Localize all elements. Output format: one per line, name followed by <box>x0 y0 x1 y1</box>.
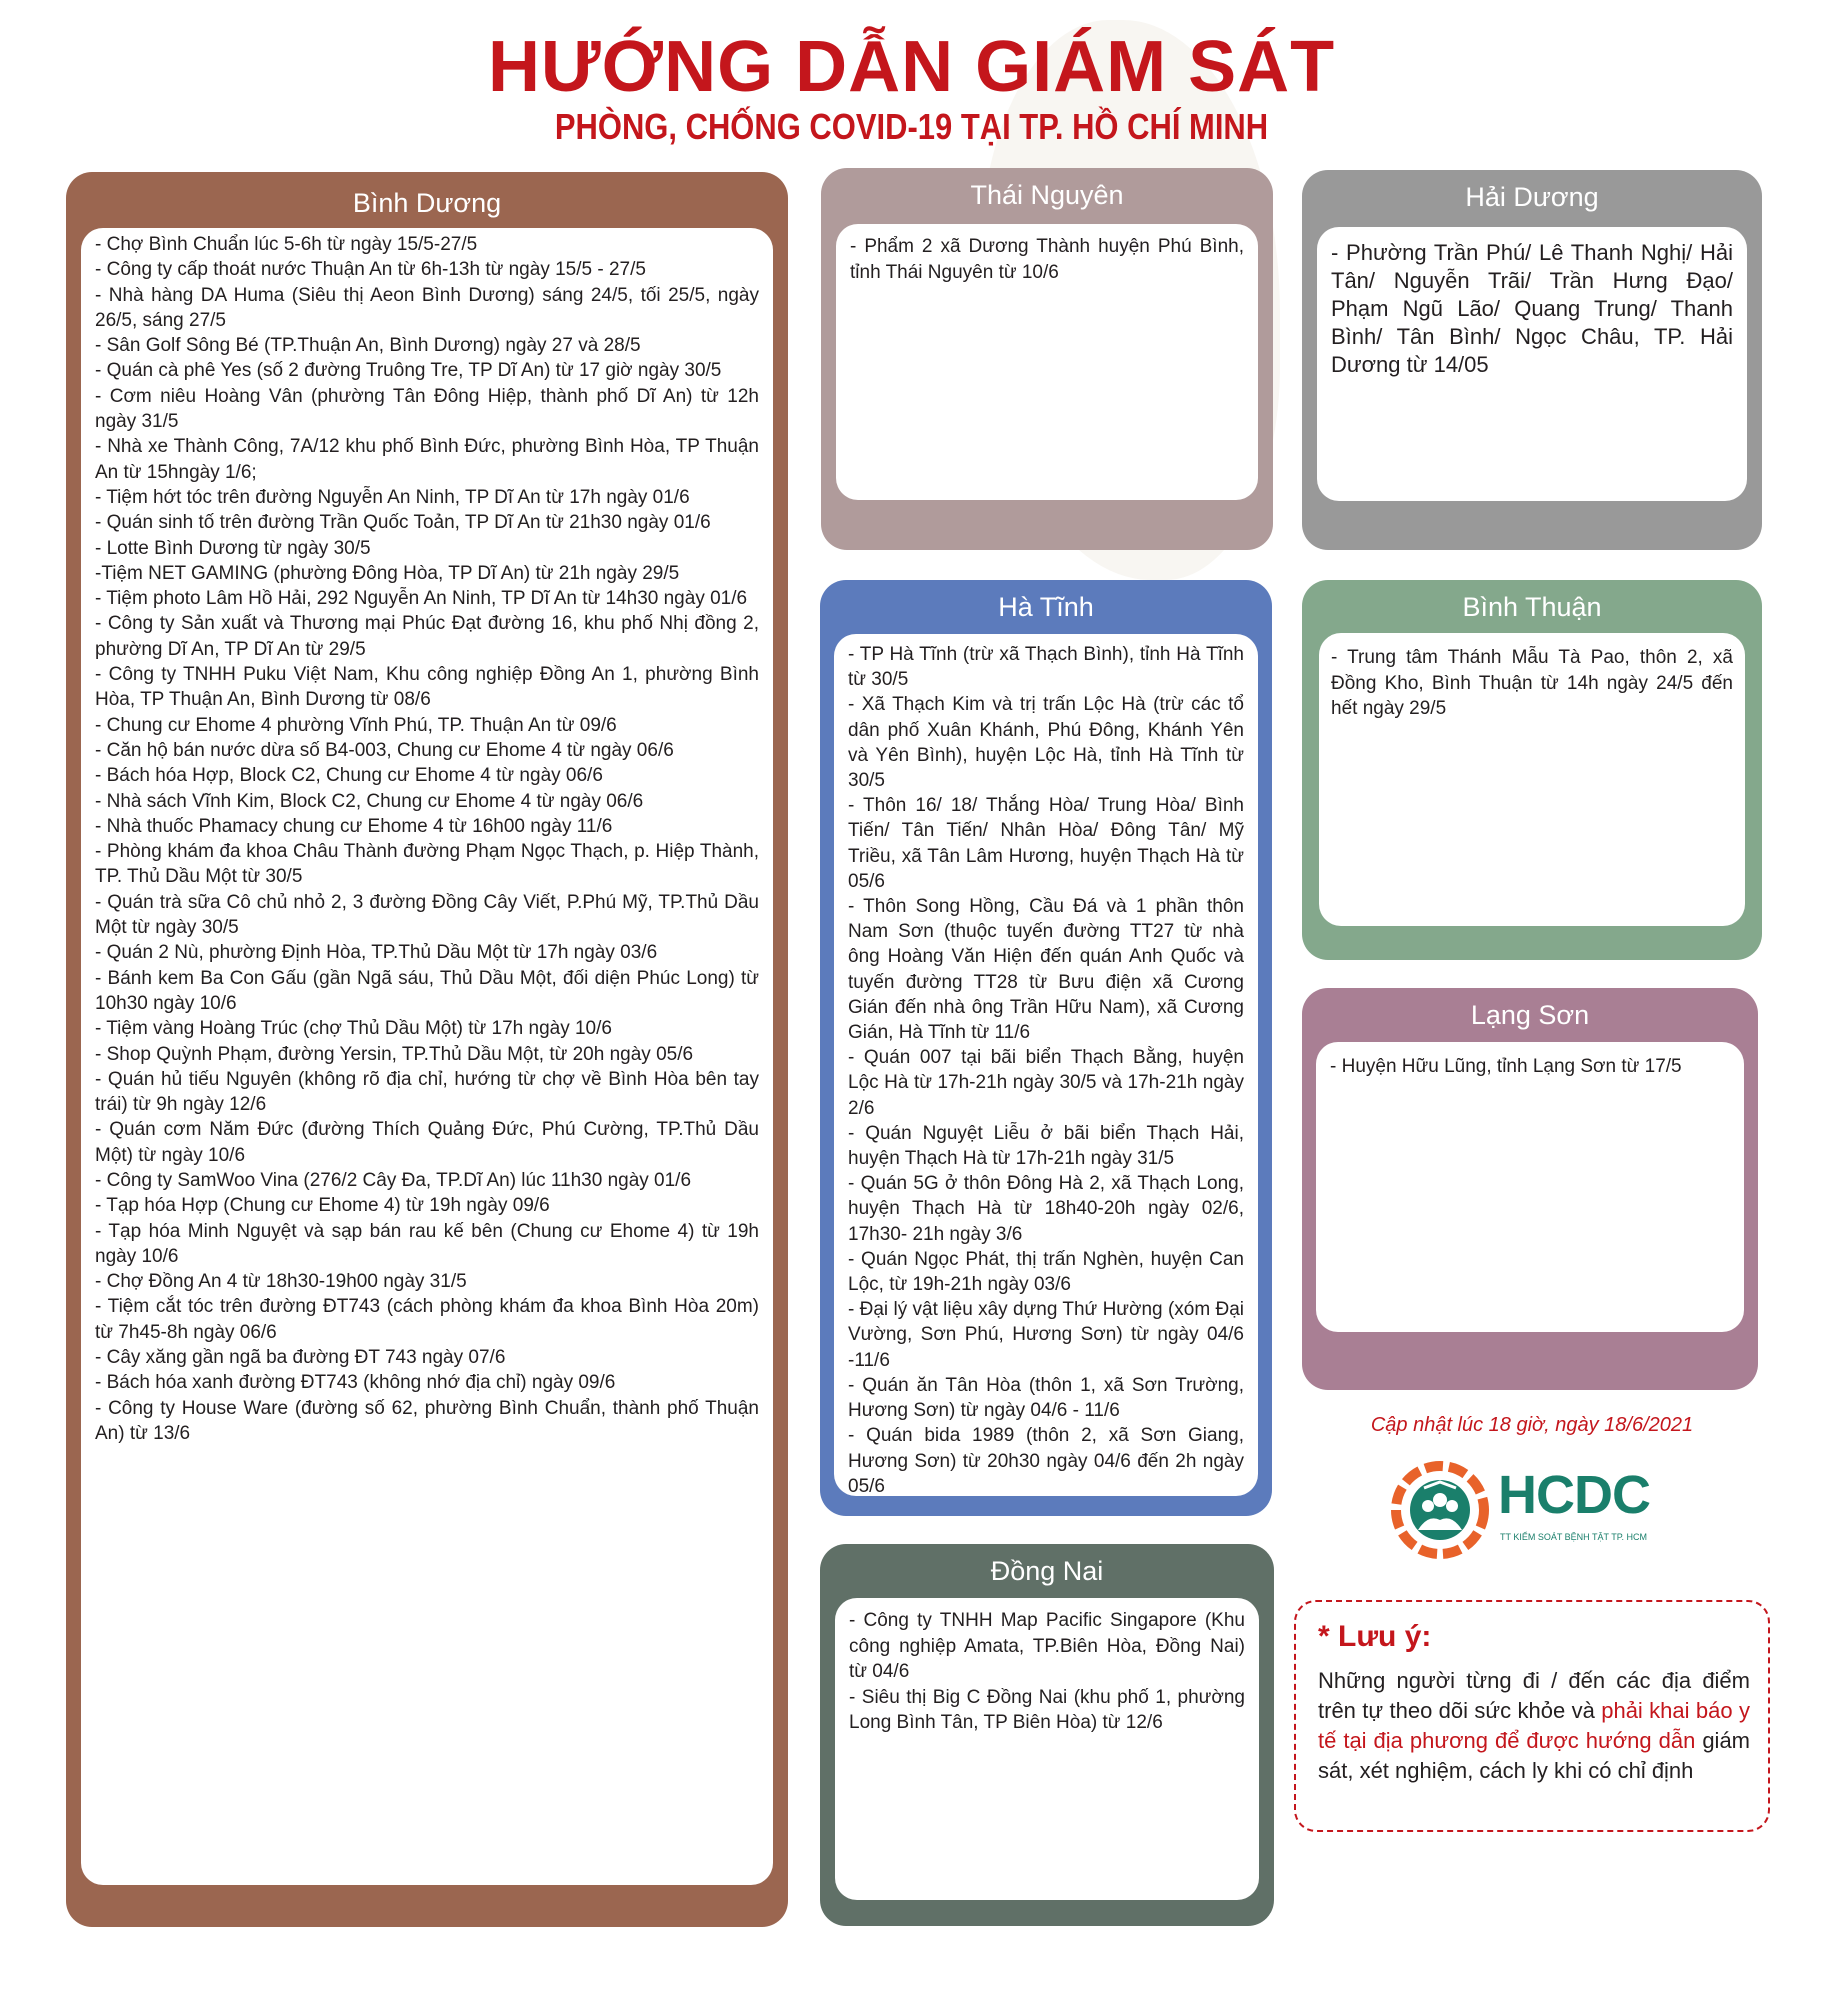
card-body-hai-duong <box>1317 227 1747 501</box>
list-item: - Nhà thuốc Phamacy chung cư Ehome 4 từ 16h00 ngày 11/6 <box>95 815 613 837</box>
list-item: - Thôn 16/ 18/ Thắng Hòa/ Trung Hòa/ Bình Tiến/ Tân Tiến/ Nhân Hòa/ Đông Tân/ Mỹ Triều, xã Tân Lâm Hương, huyện Thạch Hà từ 05/6 <box>848 795 1244 892</box>
card-body-binh-duong <box>81 228 773 1885</box>
list-item: - Quán 2 Nù, phường Định Hòa, TP.Thủ Dầu Một từ 17h ngày 03/6 <box>95 942 658 964</box>
list-item: - Nhà xe Thành Công, 7A/12 khu phố Bình Đức, phường Bình Hòa, TP Thuận An từ 15hngày 1/6; <box>95 436 759 483</box>
list-item: - Quán 5G ở thôn Đông Hà 2, xã Thạch Long, huyện Thạch Hà từ 18h40-20h ngày 02/6, 17h30- 21h ngày 3/6 <box>848 1173 1244 1245</box>
list-item: - Công ty SamWoo Vina (276/2 Cây Đa, TP.Dĩ An) lúc 11h30 ngày 01/6 <box>95 1169 692 1191</box>
card-title-lang-son: Lạng Sơn <box>1470 1000 1590 1030</box>
list-item: - Chung cư Ehome 4 phường Vĩnh Phú, TP. Thuận An từ 09/6 <box>95 714 617 736</box>
location-list <box>850 234 1244 286</box>
list-item: - Bách hóa Hợp, Block C2, Chung cư Ehome 4 từ ngày 06/6 <box>95 765 603 787</box>
card-body-dong-nai <box>835 1598 1259 1900</box>
list-item: - Chợ Bình Chuẩn lúc 5-6h từ ngày 15/5-27/5 <box>95 234 478 255</box>
card-binh-thuan <box>1302 580 1762 960</box>
card-title-ha-tinh: Hà Tĩnh <box>998 592 1094 622</box>
list-item: - Quán ăn Tân Hòa (thôn 1, xã Sơn Trường, Hương Sơn) từ ngày 04/6 - 11/6 <box>848 1374 1244 1422</box>
list-item: - TP Hà Tĩnh (trừ xã Thạch Bình), tỉnh Hà Tĩnh từ 30/5 <box>848 644 1244 691</box>
list-item: - Công ty TNHH Puku Việt Nam, Khu công nghiệp Đồng An 1, phường Bình Hòa, TP Thuận An, Bình Dương từ 08/6 <box>95 664 759 711</box>
list-item: - Tiệm vàng Hoàng Trúc (chợ Thủ Dầu Một) từ 17h ngày 10/6 <box>95 1018 612 1040</box>
note-title: * Lưu ý: <box>1318 1620 1432 1653</box>
list-item: - Tiệm photo Lâm Hồ Hải, 292 Nguyễn An Ninh, TP Dĩ An từ 14h30 ngày 01/6 <box>95 588 748 610</box>
list-item: - Đại lý vật liệu xây dựng Thứ Hường (xóm Đại Vường, Sơn Phú, Hương Sơn) từ ngày 04/6 -11/6 <box>848 1299 1244 1371</box>
card-dong-nai <box>820 1544 1274 1926</box>
list-item: - Tạp hóa Minh Nguyệt và sạp bán rau kế bên (Chung cư Ehome 4) từ 19h ngày 10/6 <box>95 1220 759 1267</box>
location-list <box>95 232 759 1446</box>
list-item: - Cơm niêu Hoàng Vân (phường Tân Đông Hiệp, thành phố Dĩ An) từ 12h ngày 31/5 <box>95 385 759 433</box>
location-list <box>1331 239 1733 379</box>
list-item: - Lotte Bình Dương từ ngày 30/5 <box>95 537 371 559</box>
page-subtitle: PHÒNG, CHỐNG COVID-19 TẠI TP. HỒ CHÍ MINH <box>554 106 1269 147</box>
list-item: - Quán 007 tại bãi biển Thạch Bằng, huyện Lộc Hà từ 17h-21h ngày 30/5 và 17h-21h ngày 2/6 <box>848 1047 1244 1119</box>
list-item: - Cây xăng gần ngã ba đường ĐT 743 ngày 07/6 <box>95 1347 506 1369</box>
list-item: - Quán trà sữa Cô chủ nhỏ 2, 3 đường Đồng Cây Viết, P.Phú Mỹ, TP.Thủ Dầu Một từ ngày 30/5 <box>95 891 759 939</box>
card-body-binh-thuan <box>1319 633 1745 926</box>
list-item: - Tiệm hớt tóc trên đường Nguyễn An Ninh, TP Dĩ An từ 17h ngày 01/6 <box>95 486 690 508</box>
hcdc-logo <box>1390 1460 1690 1580</box>
list-item: - Quán cơm Năm Đức (đường Thích Quảng Đức, Phú Cường, TP.Thủ Dầu Một) từ ngày 10/6 <box>95 1119 759 1166</box>
list-item: - Bánh kem Ba Con Gấu (gần Ngã sáu, Thủ Dầu Một, đối diện Phúc Long) từ 10h30 ngày 10/6 <box>95 967 759 1014</box>
card-body-lang-son <box>1316 1042 1744 1332</box>
list-item: - Quán hủ tiếu Nguyên (không rõ địa chỉ, hướng từ chợ về Bình Hòa bên tay trái) từ 9h ngày 12/6 <box>95 1068 759 1116</box>
list-item: - Quán Nguyệt Liễu ở bãi biển Thạch Hải, huyện Thạch Hà từ 17h-21h ngày 31/5 <box>848 1122 1244 1170</box>
note-box <box>1294 1600 1770 1832</box>
hcdc-emblem-icon <box>1390 1460 1490 1560</box>
card-lang-son <box>1302 988 1758 1390</box>
list-item: - Quán bida 1989 (thôn 2, xã Sơn Giang, Hương Sơn) từ 20h30 ngày 04/6 đến 2h ngày 05/6 <box>848 1425 1244 1496</box>
note-text <box>1318 1666 1750 1786</box>
card-body-ha-tinh <box>834 634 1258 1496</box>
list-item: - Huyện Hữu Lũng, tỉnh Lạng Sơn từ 17/5 <box>1330 1056 1682 1077</box>
list-item: - Tiệm cắt tóc trên đường ĐT743 (cách phòng khám đa khoa Bình Hòa 20m) từ 7h45-8h ngày 06/6 <box>95 1296 759 1343</box>
note-text-highlight: phải khai báo y tế tại địa phương để được hướng dẫn <box>1318 1698 1750 1753</box>
list-item: - Công ty Sản xuất và Thương mại Phúc Đạt đường 16, khu phố Nhị đồng 2, phường Dĩ An, TP Dĩ An từ 29/5 <box>95 613 759 660</box>
list-item: - Nhà sách Vĩnh Kim, Block C2, Chung cư Ehome 4 từ ngày 06/6 <box>95 790 644 812</box>
card-title-dong-nai: Đồng Nai <box>990 1556 1104 1586</box>
card-title-thai-nguyen: Thái Nguyên <box>970 180 1124 210</box>
list-item: - Bách hóa xanh đường ĐT743 (không nhớ địa chỉ) ngày 09/6 <box>95 1372 616 1394</box>
list-item: - Xã Thạch Kim và trị trấn Lộc Hà (trừ các tổ dân phố Xuân Khánh, Phú Đông, Khánh Yên và Yên Bình), huyện Lộc Hà, tỉnh Hà Tĩnh từ 30/5 <box>848 694 1244 792</box>
list-item: - Phường Trần Phú/ Lê Thanh Nghị/ Hải Tân/ Nguyễn Trãi/ Trần Hưng Đạo/ Phạm Ngũ Lão/ Quang Trung/ Thanh Bình/ Tân Bình/ Ngọc Châu, TP. Hải Dương từ 14/05 <box>1331 240 1733 377</box>
list-item: - Chợ Đồng An 4 từ 18h30-19h00 ngày 31/5 <box>95 1271 467 1293</box>
list-item: - Công ty cấp thoát nước Thuận An từ 6h-13h từ ngày 15/5 - 27/5 <box>95 259 646 281</box>
location-list <box>848 642 1244 1496</box>
list-item: - Quán Ngọc Phát, thị trấn Nghèn, huyện Can Lộc, từ 19h-21h ngày 03/6 <box>848 1248 1244 1296</box>
list-item: - Trung tâm Thánh Mẫu Tà Pao, thôn 2, xã Đồng Kho, Bình Thuận từ 14h ngày 24/5 đến hết ngày 29/5 <box>1331 647 1733 719</box>
card-title-binh-thuan: Bình Thuận <box>1462 592 1602 622</box>
card-thai-nguyen <box>821 168 1273 550</box>
note-text-part-1: Những người từng đi / đến các địa điểm trên tự theo dõi sức khỏe và <box>1318 1668 1750 1723</box>
list-item: - Công ty House Ware (đường số 62, phường Bình Chuẩn, thành phố Thuận An) từ 13/6 <box>95 1397 759 1444</box>
page-title: HƯỚNG DẪN GIÁM SÁT <box>487 27 1336 107</box>
note-text-part-2: giám sát, xét nghiệm, cách ly khi có chỉ định <box>1318 1728 1751 1783</box>
list-item: - Nhà hàng DA Huma (Siêu thị Aeon Bình Dương) sáng 24/5, tối 25/5, ngày 26/5, sáng 27/5 <box>95 284 759 331</box>
list-item: - Thôn Song Hồng, Cầu Đá và 1 phần thôn Nam Sơn (thuộc tuyến đường TT27 từ nhà ông Hoàng Văn Hiện đến quán Anh Quốc và tuyến đường TT28 từ Bưu điện xã Cương Gián đến nhà ông Trần Hữu Nam), xã Cương Gián, Hà Tĩnh từ 11/6 <box>848 896 1244 1044</box>
card-title-hai-duong: Hải Dương <box>1465 182 1599 212</box>
card-ha-tinh <box>820 580 1272 1516</box>
list-item: - Tạp hóa Hợp (Chung cư Ehome 4) từ 19h ngày 09/6 <box>95 1195 550 1217</box>
list-item: - Công ty TNHH Map Pacific Singapore (Khu công nghiệp Amata, TP.Biên Hòa, Đồng Nai) từ 04/6 <box>849 1610 1245 1682</box>
list-item: - Shop Quỳnh Phạm, đường Yersin, TP.Thủ Dầu Một, từ 20h ngày 05/6 <box>95 1043 694 1065</box>
logo-subtitle: TT KIỂM SOÁT BỆNH TẬT TP. HCM <box>1500 1532 1648 1542</box>
card-title-binh-duong: Bình Dương <box>352 188 502 218</box>
card-body-thai-nguyen <box>836 224 1258 500</box>
updated-timestamp: Cập nhật lúc 18 giờ, ngày 18/6/2021 <box>1370 1414 1694 1436</box>
list-item: - Sân Golf Sông Bé (TP.Thuận An, Bình Dương) ngày 27 và 28/5 <box>95 335 641 357</box>
list-item: - Phòng khám đa khoa Châu Thành đường Phạm Ngọc Thạch, p. Hiệp Thành, TP. Thủ Dầu Một từ 30/5 <box>95 841 759 888</box>
location-list <box>849 1608 1245 1736</box>
location-list <box>1330 1054 1730 1079</box>
list-item: - Quán cà phê Yes (số 2 đường Truông Tre, TP Dĩ An) từ 17 giờ ngày 30/5 <box>95 360 722 382</box>
card-binh-duong <box>66 172 788 1927</box>
card-hai-duong <box>1302 170 1762 550</box>
list-item: - Siêu thị Big C Đồng Nai (khu phố 1, phường Long Bình Tân, TP Biên Hòa) từ 12/6 <box>849 1686 1245 1733</box>
list-item: - Căn hộ bán nước dừa số B4-003, Chung cư Ehome 4 từ ngày 06/6 <box>95 739 674 761</box>
logo-wordmark: HCDC <box>1498 1465 1650 1525</box>
list-item: - Quán sinh tố trên đường Trần Quốc Toản, TP Dĩ An từ 21h30 ngày 01/6 <box>95 512 711 534</box>
location-list <box>1331 645 1733 722</box>
list-item: - Phẩm 2 xã Dương Thành huyện Phú Bình, tỉnh Thái Nguyên từ 10/6 <box>850 236 1244 283</box>
list-item: -Tiệm NET GAMING (phường Đông Hòa, TP Dĩ An) từ 21h ngày 29/5 <box>95 562 680 584</box>
